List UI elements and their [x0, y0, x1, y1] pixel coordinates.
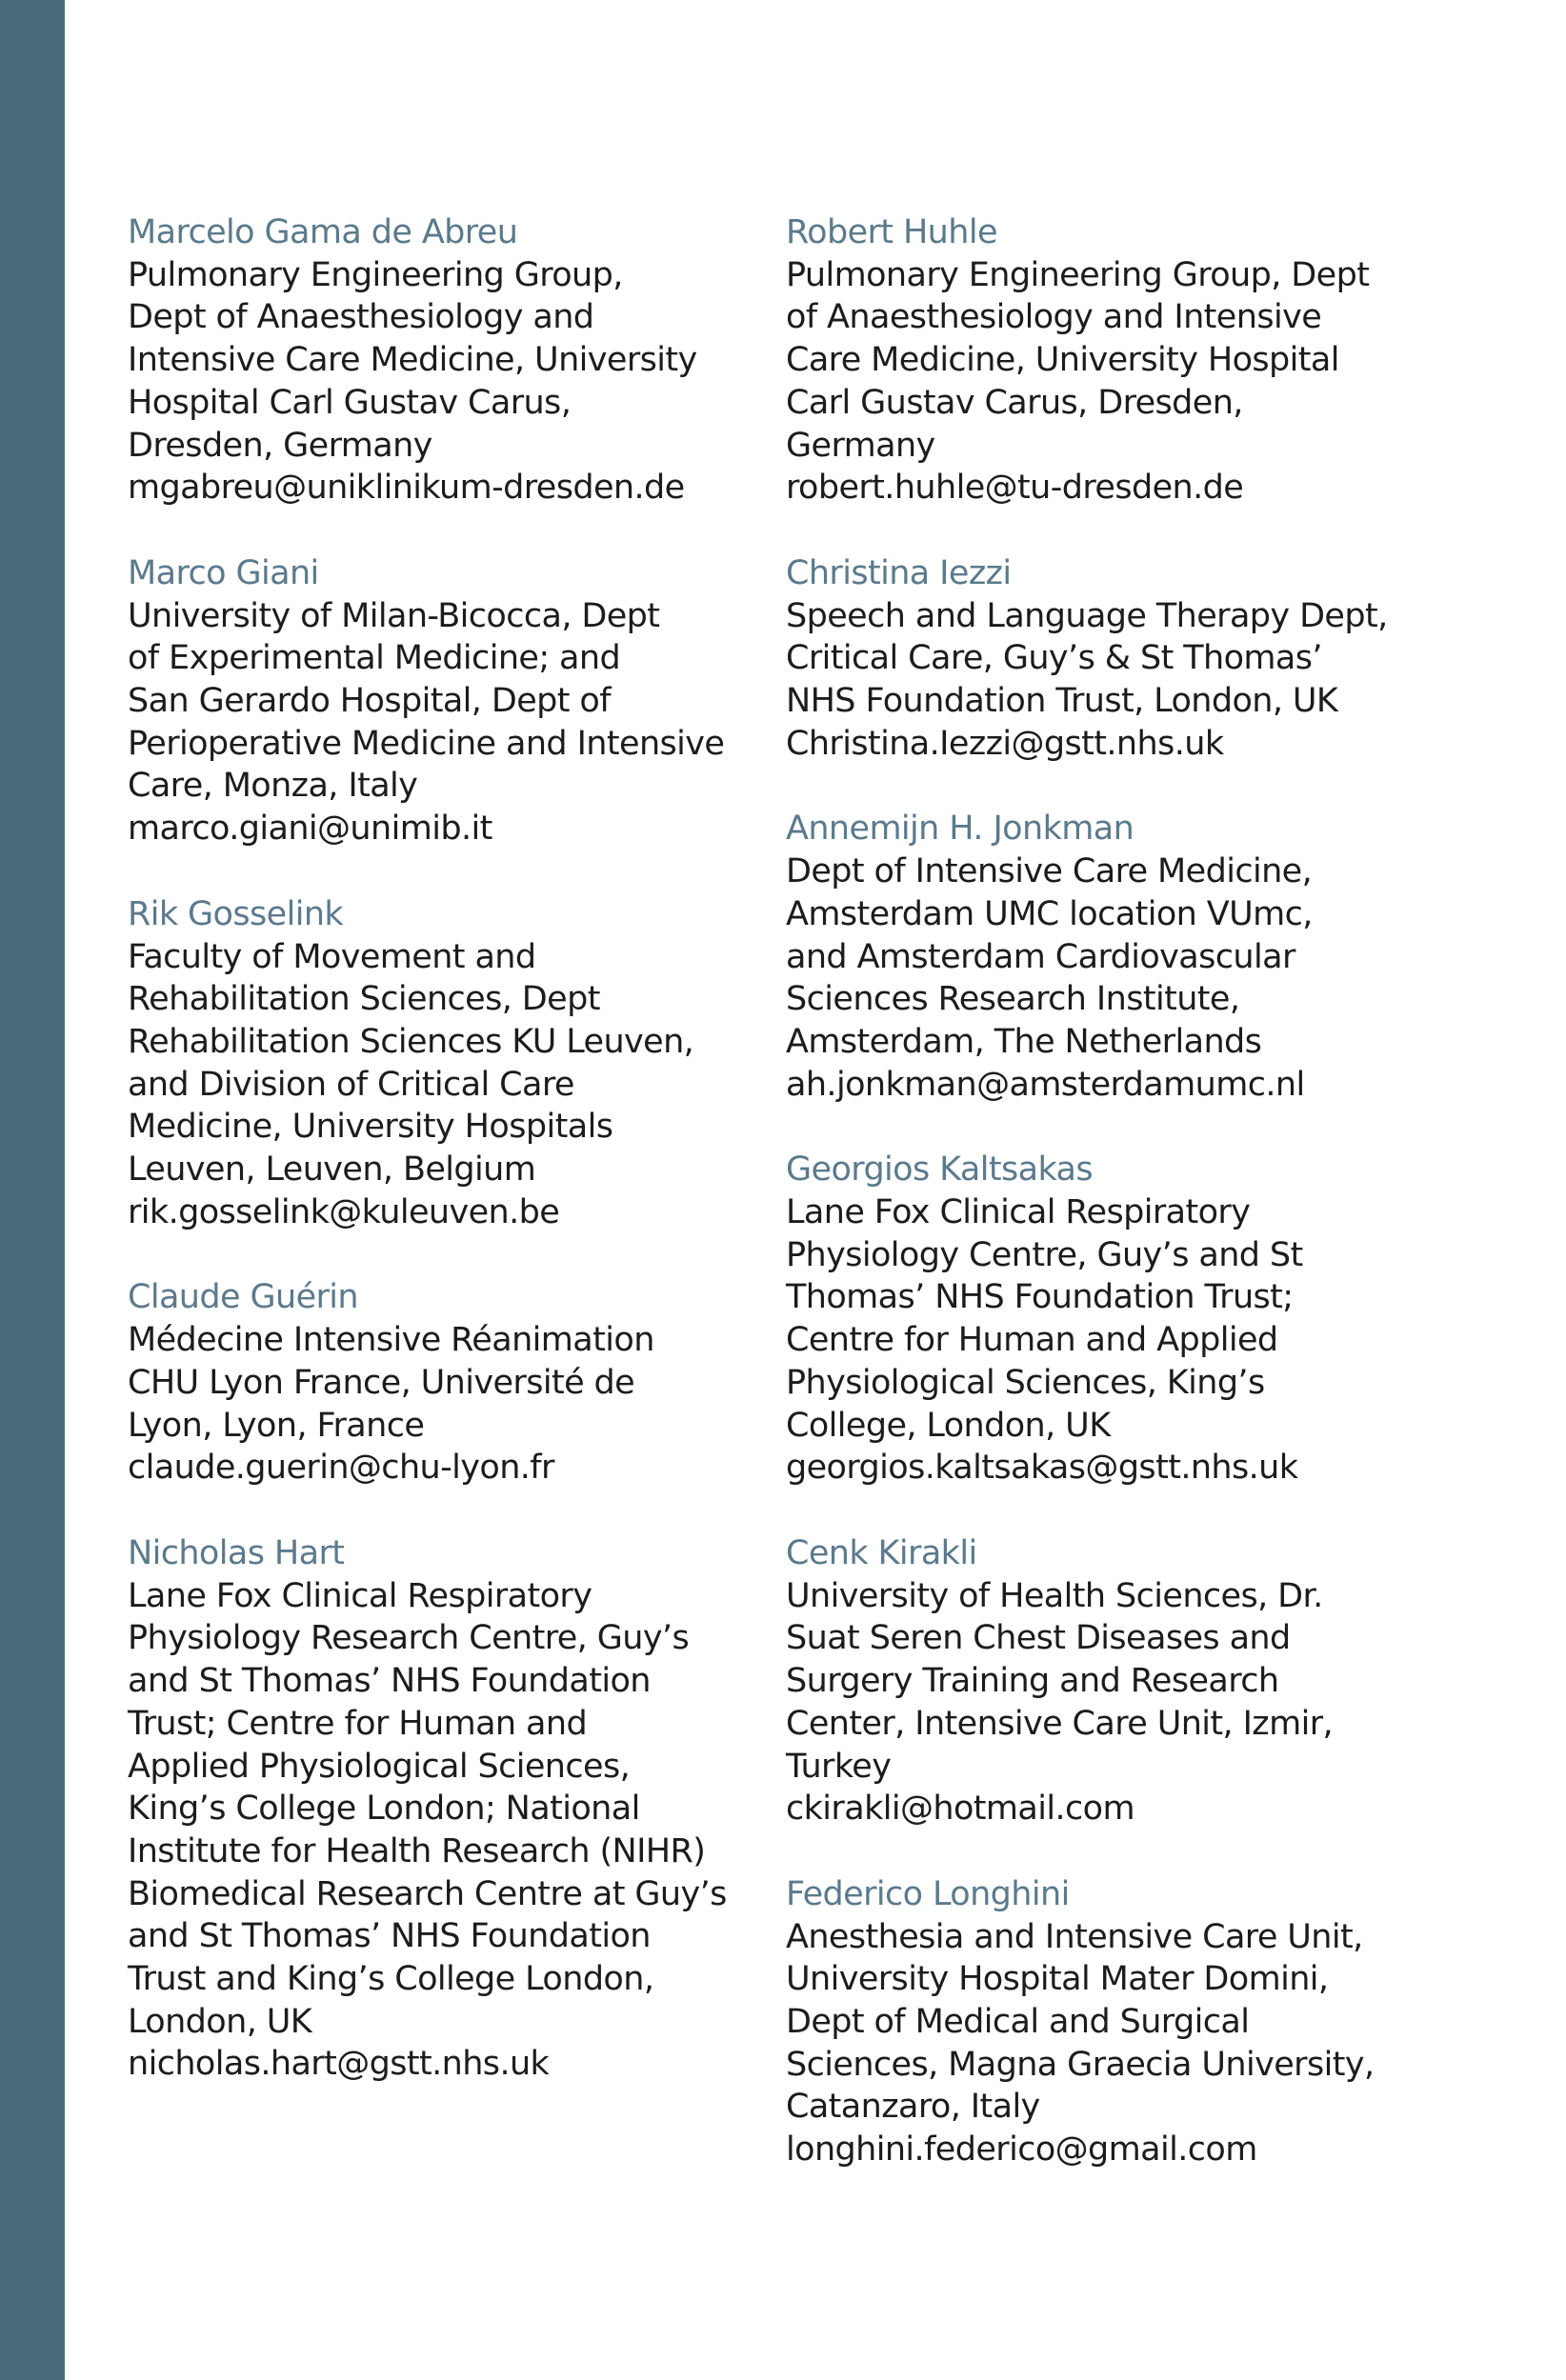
- affiliation-line: and St Thomas’ NHS Foundation: [128, 1662, 651, 1701]
- affiliation-line: Faculty of Movement and: [128, 937, 536, 976]
- contributor-name: Marcelo Gama de Abreu: [128, 213, 518, 251]
- affiliation-line: Germany: [786, 426, 935, 465]
- affiliation-line: Hospital Carl Gustav Carus,: [128, 383, 572, 422]
- affiliation-line: Suat Seren Chest Diseases and: [786, 1619, 1291, 1658]
- affiliation-line: Carl Gustav Carus, Dresden,: [786, 383, 1243, 422]
- contributor-entry-federico-longhini: [786, 1873, 1453, 2171]
- affiliation-line: and Amsterdam Cardiovascular: [786, 937, 1295, 976]
- contributor-entry-nicholas-hart: [128, 1532, 756, 2086]
- affiliation-line: Biomedical Research Centre at Guy’s: [128, 1874, 727, 1913]
- affiliation-line: Leuven, Leuven, Belgium: [128, 1150, 536, 1190]
- affiliation-line: King’s College London; National: [128, 1790, 640, 1829]
- affiliation-line: Trust and King’s College London,: [128, 1960, 654, 1999]
- affiliation-line: University of Milan-Bicocca, Dept: [128, 596, 660, 635]
- affiliation-line: Intensive Care Medicine, University: [128, 341, 697, 380]
- affiliation-line: Rehabilitation Sciences KU Leuven,: [128, 1022, 694, 1061]
- contributor-email: mgabreu@uniklinikum-dresden.de: [128, 469, 685, 508]
- affiliation-line: Dresden, Germany: [128, 426, 432, 465]
- affiliation-line: and St Thomas’ NHS Foundation: [128, 1917, 651, 1956]
- affiliation-line: University of Health Sciences, Dr.: [786, 1576, 1323, 1615]
- affiliation-line: Rehabilitation Sciences, Dept: [128, 980, 600, 1019]
- affiliation-line: Lyon, Lyon, France: [128, 1406, 425, 1445]
- affiliation-line: Physiology Research Centre, Guy’s: [128, 1619, 690, 1658]
- affiliation-line: Applied Physiological Sciences,: [128, 1747, 631, 1786]
- affiliation-line: Institute for Health Research (NIHR): [128, 1831, 706, 1870]
- contributor-name: Nicholas Hart: [128, 1533, 345, 1572]
- affiliation-line: London, UK: [128, 2002, 312, 2041]
- affiliation-line: Anesthesia and Intensive Care Unit,: [786, 1917, 1363, 1956]
- affiliation-line: Physiology Centre, Guy’s and St: [786, 1235, 1303, 1274]
- affiliation-line: NHS Foundation Trust, London, UK: [786, 682, 1338, 721]
- contributor-name: Georgios Kaltsakas: [786, 1150, 1094, 1190]
- affiliation-line: Amsterdam, The Netherlands: [786, 1022, 1262, 1061]
- affiliation-line: of Anaesthesiology and Intensive: [786, 298, 1322, 337]
- right-column: [786, 211, 1453, 2214]
- contributor-entry-marcelo-gama-de-abreu: [128, 211, 756, 510]
- affiliation-line: Catanzaro, Italy: [786, 2088, 1040, 2127]
- affiliation-line: Turkey: [786, 1747, 892, 1786]
- affiliation-line: Critical Care, Guy’s & St Thomas’: [786, 639, 1322, 678]
- affiliation-line: Thomas’ NHS Foundation Trust;: [786, 1278, 1294, 1317]
- affiliation-line: Médecine Intensive Réanimation: [128, 1321, 654, 1360]
- contributor-email: georgios.kaltsakas@gstt.nhs.uk: [786, 1449, 1298, 1488]
- contributor-email: ckirakli@hotmail.com: [786, 1790, 1134, 1829]
- affiliation-line: Dept of Medical and Surgical: [786, 2003, 1250, 2042]
- affiliation-line: Dept of Intensive Care Medicine,: [786, 852, 1313, 891]
- contributor-name: Annemijn H. Jonkman: [786, 810, 1134, 849]
- affiliation-line: Care, Monza, Italy: [128, 767, 418, 806]
- affiliation-line: and Division of Critical Care: [128, 1065, 574, 1104]
- contributor-name: Claude Guérin: [128, 1278, 359, 1317]
- affiliation-line: Medicine, University Hospitals: [128, 1108, 613, 1147]
- affiliation-line: Lane Fox Clinical Respiratory: [128, 1576, 592, 1615]
- affiliation-line: of Experimental Medicine; and: [128, 639, 621, 678]
- contributor-name: Cenk Kirakli: [786, 1533, 977, 1572]
- affiliation-line: Pulmonary Engineering Group, Dept: [786, 255, 1370, 294]
- contributor-entry-rik-gosselink: [128, 893, 756, 1234]
- contributor-entry-annemijn-h-jonkman: [786, 808, 1453, 1106]
- contributor-entry-georgios-kaltsakas: [786, 1149, 1453, 1490]
- contributor-name: Marco Giani: [128, 553, 319, 592]
- contributor-name: Federico Longhini: [786, 1874, 1070, 1913]
- affiliation-line: Amsterdam UMC location VUmc,: [786, 894, 1313, 933]
- affiliation-line: University Hospital Mater Domini,: [786, 1960, 1329, 1999]
- contributor-email: ah.jonkman@amsterdamumc.nl: [786, 1065, 1305, 1104]
- left-column: [128, 211, 756, 2129]
- affiliation-line: Care Medicine, University Hospital: [786, 341, 1339, 380]
- contributor-entry-christina-iezzi: [786, 552, 1453, 766]
- affiliation-line: Lane Fox Clinical Respiratory: [786, 1193, 1251, 1232]
- affiliation-line: San Gerardo Hospital, Dept of: [128, 682, 611, 721]
- affiliation-line: CHU Lyon France, Université de: [128, 1363, 635, 1402]
- affiliation-line: Centre for Human and Applied: [786, 1321, 1278, 1360]
- affiliation-line: Sciences, Magna Graecia University,: [786, 2045, 1375, 2084]
- affiliation-line: Pulmonary Engineering Group,: [128, 255, 623, 294]
- affiliation-line: Physiological Sciences, King’s: [786, 1363, 1265, 1402]
- contributor-email: claude.guerin@chu-lyon.fr: [128, 1449, 554, 1488]
- affiliation-line: Trust; Centre for Human and: [128, 1704, 588, 1743]
- contributor-entry-robert-huhle: [786, 211, 1453, 510]
- contributor-entry-marco-giani: [128, 552, 756, 850]
- contributor-name: Christina Iezzi: [786, 553, 1012, 592]
- affiliation-line: Speech and Language Therapy Dept,: [786, 596, 1388, 635]
- contributor-name: Robert Huhle: [786, 213, 997, 251]
- contributor-email: Christina.Iezzi@gstt.nhs.uk: [786, 724, 1224, 763]
- contributor-entry-cenk-kirakli: [786, 1532, 1453, 1830]
- side-band: [0, 0, 65, 2380]
- affiliation-line: Dept of Anaesthesiology and: [128, 298, 594, 337]
- affiliation-line: Surgery Training and Research: [786, 1662, 1279, 1701]
- contributor-entry-claude-guerin: [128, 1276, 756, 1490]
- contributor-email: nicholas.hart@gstt.nhs.uk: [128, 2045, 550, 2084]
- affiliation-line: Center, Intensive Care Unit, Izmir,: [786, 1704, 1334, 1743]
- contributor-email: marco.giani@unimib.it: [128, 810, 492, 849]
- contributor-name: Rik Gosselink: [128, 894, 344, 933]
- contributor-email: longhini.federico@gmail.com: [786, 2130, 1257, 2170]
- affiliation-line: Perioperative Medicine and Intensive: [128, 724, 725, 763]
- affiliation-line: Sciences Research Institute,: [786, 980, 1240, 1019]
- contributor-email: rik.gosselink@kuleuven.be: [128, 1192, 560, 1231]
- affiliation-line: College, London, UK: [786, 1406, 1111, 1445]
- contributor-email: robert.huhle@tu-dresden.de: [786, 469, 1244, 508]
